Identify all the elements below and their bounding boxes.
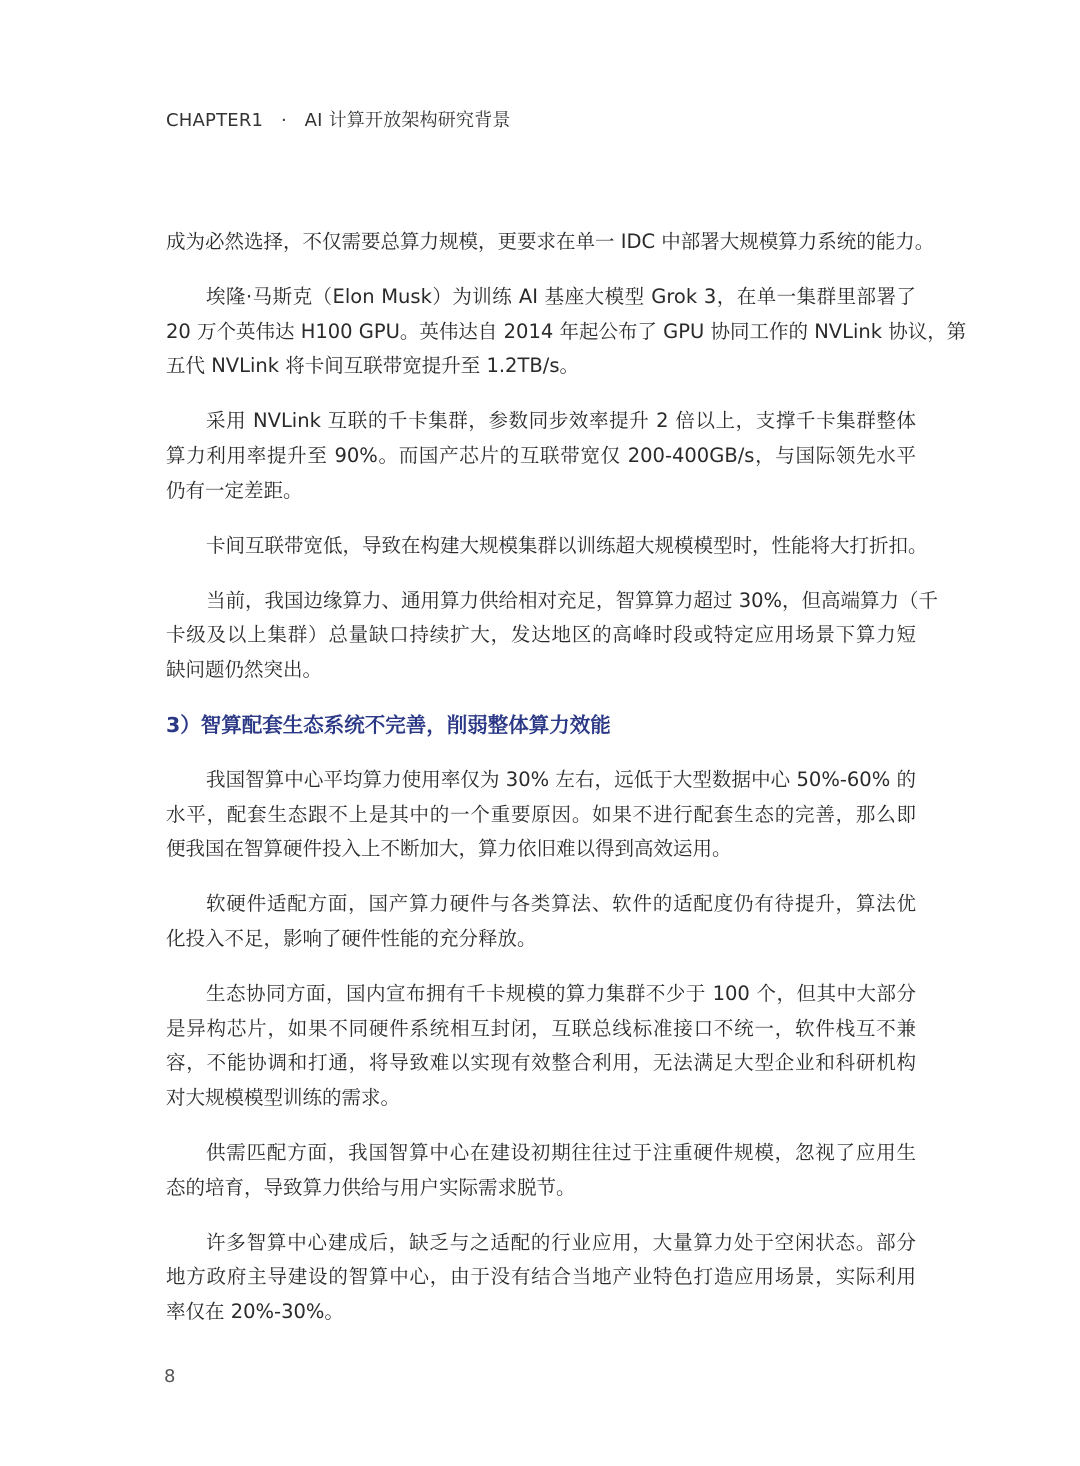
- chapter-title: AI 计算开放架构研究背景: [304, 110, 511, 131]
- page-number: 8: [164, 1366, 176, 1387]
- paragraph-line: 卡级及以上集群）总量缺口持续扩大，发达地区的高峰时段或特定应用场景下算力短: [166, 623, 916, 647]
- header-separator: ·: [280, 110, 287, 131]
- paragraph: [166, 280, 967, 384]
- paragraph: [166, 404, 916, 508]
- paragraph-line: 采用 NVLink 互联的千卡集群，参数同步效率提升 2 倍以上，支撑千卡集群整体: [206, 409, 916, 433]
- paragraph-line: 态的培育，导致算力供给与用户实际需求脱节。: [166, 1175, 576, 1199]
- paragraph-line: 五代 NVLink 将卡间互联带宽提升至 1.2TB/s。: [166, 354, 579, 378]
- paragraph: [166, 763, 916, 867]
- paragraph-line: 容，不能协调和打通，将导致难以实现有效整合利用，无法满足大型企业和科研机构: [166, 1051, 916, 1075]
- paragraph-line: 软硬件适配方面，国产算力硬件与各类算法、软件的适配度仍有待提升，算法优: [206, 892, 916, 916]
- paragraph-line: 地方政府主导建设的智算中心，由于没有结合当地产业特色打造应用场景，实际利用: [166, 1265, 916, 1289]
- paragraph-line: 是异构芯片，如果不同硬件系统相互封闭，互联总线标准接口不统一，软件栈互不兼: [166, 1016, 916, 1040]
- paragraph-line: 供需匹配方面，我国智算中心在建设初期往往过于注重硬件规模，忽视了应用生: [206, 1140, 916, 1164]
- paragraph-line: 20 万个英伟达 H100 GPU。英伟达自 2014 年起公布了 GPU 协同工作的 NVLink 协议，第: [166, 319, 967, 343]
- paragraph-line: 仍有一定差距。: [166, 478, 303, 502]
- paragraph-line: 化投入不足，影响了硬件性能的充分释放。: [166, 927, 537, 950]
- paragraph-line: 水平，配套生态跟不上是其中的一个重要原因。如果不进行配套生态的完善，那么即: [166, 802, 916, 826]
- paragraph: [166, 584, 939, 688]
- paragraph: [166, 1136, 916, 1205]
- paragraph: [166, 977, 916, 1115]
- paragraph-line: 率仅在 20%-30%。: [166, 1299, 344, 1323]
- paragraph-line: 缺问题仍然突出。: [166, 657, 323, 681]
- section-heading: 3）智算配套生态系统不完善，削弱整体算力效能: [166, 713, 611, 738]
- paragraph-line: 生态协同方面，国内宣布拥有千卡规模的算力集群不少于 100 个，但其中大部分: [206, 982, 916, 1006]
- paragraph: [166, 225, 935, 260]
- paragraph-line: 对大规模模型训练的需求。: [166, 1085, 401, 1109]
- paragraph-line: 算力利用率提升至 90%。而国产芯片的互联带宽仅 200-400GB/s，与国际领先水平: [166, 443, 916, 467]
- running-header: [166, 106, 511, 132]
- chapter-label: CHAPTER1: [166, 110, 264, 131]
- paragraph-line: 当前，我国边缘算力、通用算力供给相对充足，智算算力超过 30%，但高端算力（千: [206, 588, 939, 612]
- paragraph-line: 埃隆·马斯克（Elon Musk）为训练 AI 基座大模型 Grok 3，在单一集群里部署了: [206, 285, 916, 309]
- page-body: [166, 225, 967, 1350]
- paragraph-line: 便我国在智算硬件投入上不断加大，算力依旧难以得到高效运用。: [166, 837, 732, 861]
- paragraph-line: 卡间互联带宽低，导致在构建大规模集群以训练超大规模模型时，性能将大打折扣。: [206, 533, 928, 557]
- paragraph-line: 许多智算中心建成后，缺乏与之适配的行业应用，大量算力处于空闲状态。部分: [206, 1230, 916, 1254]
- paragraph-line: 成为必然选择，不仅需要总算力规模，更要求在单一 IDC 中部署大规模算力系统的能力。: [166, 230, 935, 253]
- paragraph-line: 我国智算中心平均算力使用率仅为 30% 左右，远低于大型数据中心 50%-60% 的: [206, 768, 916, 792]
- paragraph: [166, 1226, 916, 1330]
- paragraph: [166, 887, 916, 956]
- paragraph: [166, 529, 928, 564]
